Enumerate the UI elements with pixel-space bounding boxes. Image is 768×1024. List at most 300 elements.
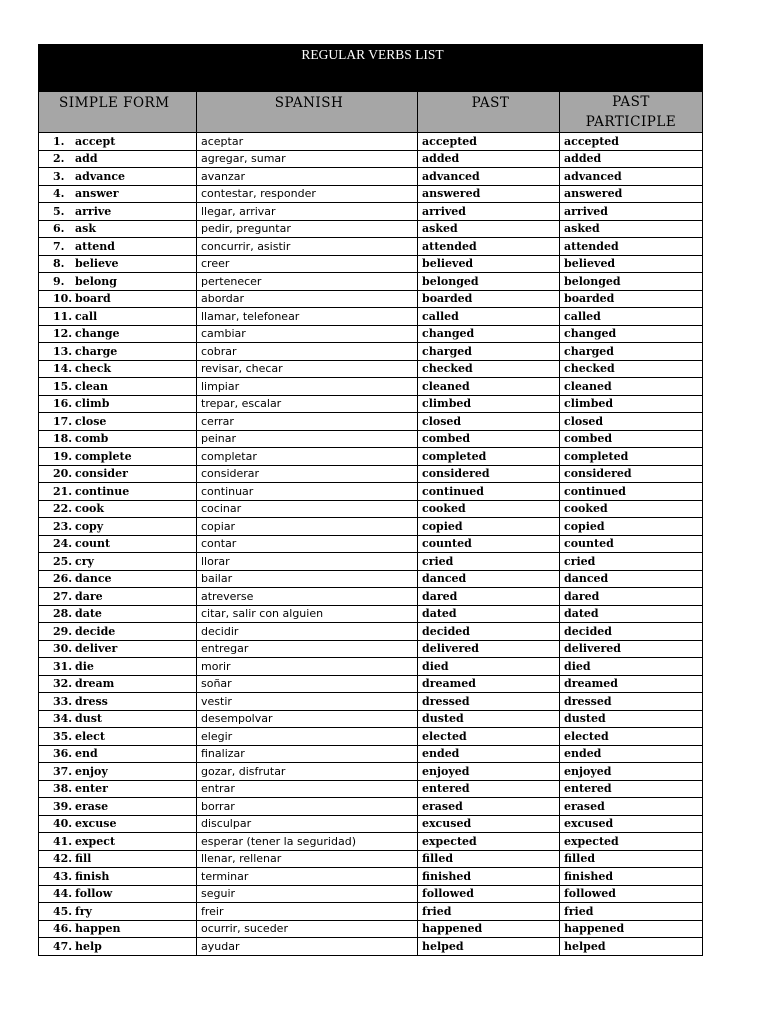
past-cell: helped xyxy=(418,938,560,956)
past-cell: dated xyxy=(418,605,560,623)
past-cell: followed xyxy=(418,885,560,903)
past-cell: climbed xyxy=(418,395,560,413)
table-row xyxy=(39,903,703,921)
table-title: REGULAR VERBS LIST xyxy=(39,45,703,92)
spanish-cell: decidir xyxy=(197,623,418,641)
simple-form-cell xyxy=(39,500,197,518)
past-cell: attended xyxy=(418,238,560,256)
table-row xyxy=(39,273,703,291)
verb-simple: deliver xyxy=(75,642,118,656)
table-row xyxy=(39,833,703,851)
verb-simple: end xyxy=(75,747,98,761)
spanish-cell: morir xyxy=(197,658,418,676)
spanish-cell: entregar xyxy=(197,640,418,658)
verb-simple: elect xyxy=(75,729,105,743)
verb-simple: enjoy xyxy=(75,764,108,778)
past-cell: enjoyed xyxy=(418,763,560,781)
spanish-cell: entrar xyxy=(197,780,418,798)
table-row xyxy=(39,343,703,361)
past-cell: advanced xyxy=(418,168,560,186)
table-row xyxy=(39,430,703,448)
past-participle-cell: excused xyxy=(560,815,703,833)
past-cell: fried xyxy=(418,903,560,921)
table-row xyxy=(39,623,703,641)
row-number: 26. xyxy=(53,572,73,586)
table-row xyxy=(39,465,703,483)
verb-simple: ask xyxy=(75,222,96,236)
verb-simple: accept xyxy=(75,134,116,148)
past-participle-cell: enjoyed xyxy=(560,763,703,781)
row-number: 12. xyxy=(53,327,73,341)
table-row xyxy=(39,185,703,203)
simple-form-cell xyxy=(39,203,197,221)
past-cell: combed xyxy=(418,430,560,448)
past-cell: added xyxy=(418,150,560,168)
spanish-cell: disculpar xyxy=(197,815,418,833)
verb-simple: fry xyxy=(75,904,92,918)
verb-simple: follow xyxy=(75,887,113,901)
table-row xyxy=(39,815,703,833)
spanish-cell: ocurrir, suceder xyxy=(197,920,418,938)
table-row xyxy=(39,483,703,501)
spanish-cell: llenar, rellenar xyxy=(197,850,418,868)
past-participle-cell: elected xyxy=(560,728,703,746)
simple-form-cell xyxy=(39,780,197,798)
row-number: 5. xyxy=(53,204,65,218)
row-number: 10. xyxy=(53,292,73,306)
past-cell: finished xyxy=(418,868,560,886)
spanish-cell: peinar xyxy=(197,430,418,448)
row-number: 18. xyxy=(53,432,73,446)
verb-simple: help xyxy=(75,939,102,953)
past-cell: checked xyxy=(418,360,560,378)
past-participle-cell: believed xyxy=(560,255,703,273)
row-number: 47. xyxy=(53,939,73,953)
simple-form-cell xyxy=(39,518,197,536)
past-cell: entered xyxy=(418,780,560,798)
row-number: 37. xyxy=(53,764,73,778)
row-number: 7. xyxy=(53,239,65,253)
past-participle-cell: dressed xyxy=(560,693,703,711)
table-row xyxy=(39,378,703,396)
past-participle-cell: continued xyxy=(560,483,703,501)
simple-form-cell xyxy=(39,430,197,448)
past-participle-cell: climbed xyxy=(560,395,703,413)
row-number: 27. xyxy=(53,589,73,603)
verb-simple: copy xyxy=(75,519,104,533)
spanish-cell: trepar, escalar xyxy=(197,395,418,413)
past-participle-cell: considered xyxy=(560,465,703,483)
spanish-cell: agregar, sumar xyxy=(197,150,418,168)
table-row xyxy=(39,255,703,273)
past-cell: counted xyxy=(418,535,560,553)
verb-simple: cry xyxy=(75,554,94,568)
verb-simple: dream xyxy=(75,677,115,691)
spanish-cell: borrar xyxy=(197,798,418,816)
header-row xyxy=(39,92,703,133)
verb-simple: decide xyxy=(75,624,116,638)
simple-form-cell xyxy=(39,133,197,151)
past-cell: continued xyxy=(418,483,560,501)
past-cell: boarded xyxy=(418,290,560,308)
row-number: 28. xyxy=(53,607,73,621)
header-past-participle: PAST PARTICIPLE xyxy=(560,92,703,133)
row-number: 23. xyxy=(53,519,73,533)
simple-form-cell xyxy=(39,920,197,938)
table-row xyxy=(39,518,703,536)
spanish-cell: ayudar xyxy=(197,938,418,956)
past-participle-cell: delivered xyxy=(560,640,703,658)
verb-simple: attend xyxy=(75,239,115,253)
verb-simple: belong xyxy=(75,274,117,288)
past-cell: danced xyxy=(418,570,560,588)
table-row xyxy=(39,413,703,431)
row-number: 46. xyxy=(53,922,73,936)
row-number: 3. xyxy=(53,169,65,183)
verb-simple: dress xyxy=(75,694,108,708)
row-number: 1. xyxy=(53,134,65,148)
past-cell: cooked xyxy=(418,500,560,518)
row-number: 42. xyxy=(53,852,73,866)
past-participle-cell: changed xyxy=(560,325,703,343)
past-participle-cell: cleaned xyxy=(560,378,703,396)
row-number: 41. xyxy=(53,834,73,848)
table-row xyxy=(39,203,703,221)
table-row xyxy=(39,220,703,238)
table-row xyxy=(39,745,703,763)
past-cell: belonged xyxy=(418,273,560,291)
verb-simple: count xyxy=(75,537,111,551)
table-row xyxy=(39,395,703,413)
verb-simple: happen xyxy=(75,922,121,936)
row-number: 2. xyxy=(53,152,65,166)
spanish-cell: llorar xyxy=(197,553,418,571)
simple-form-cell xyxy=(39,553,197,571)
simple-form-cell xyxy=(39,675,197,693)
simple-form-cell xyxy=(39,308,197,326)
verb-simple: continue xyxy=(75,484,130,498)
simple-form-cell xyxy=(39,868,197,886)
table-row xyxy=(39,850,703,868)
verb-simple: fill xyxy=(75,852,92,866)
past-cell: delivered xyxy=(418,640,560,658)
verb-simple: add xyxy=(75,152,98,166)
simple-form-cell xyxy=(39,185,197,203)
simple-form-cell xyxy=(39,360,197,378)
row-number: 40. xyxy=(53,817,73,831)
spanish-cell: contar xyxy=(197,535,418,553)
past-participle-cell: called xyxy=(560,308,703,326)
table-row xyxy=(39,640,703,658)
past-participle-cell: checked xyxy=(560,360,703,378)
simple-form-cell xyxy=(39,815,197,833)
past-participle-cell: expected xyxy=(560,833,703,851)
row-number: 21. xyxy=(53,484,73,498)
row-number: 4. xyxy=(53,187,65,201)
row-number: 34. xyxy=(53,712,73,726)
row-number: 6. xyxy=(53,222,65,236)
row-number: 11. xyxy=(53,309,73,323)
table-row xyxy=(39,920,703,938)
simple-form-cell xyxy=(39,290,197,308)
verb-simple: excuse xyxy=(75,817,117,831)
row-number: 39. xyxy=(53,799,73,813)
verb-simple: close xyxy=(75,414,107,428)
simple-form-cell xyxy=(39,938,197,956)
spanish-cell: llegar, arrivar xyxy=(197,203,418,221)
past-cell: dared xyxy=(418,588,560,606)
past-participle-cell: dusted xyxy=(560,710,703,728)
past-participle-cell: cooked xyxy=(560,500,703,518)
simple-form-cell xyxy=(39,658,197,676)
header-past: PAST xyxy=(418,92,560,133)
simple-form-cell xyxy=(39,535,197,553)
spanish-cell: limpiar xyxy=(197,378,418,396)
spanish-cell: freir xyxy=(197,903,418,921)
row-number: 30. xyxy=(53,642,73,656)
past-participle-cell: dreamed xyxy=(560,675,703,693)
table-row xyxy=(39,798,703,816)
past-cell: closed xyxy=(418,413,560,431)
simple-form-cell xyxy=(39,623,197,641)
past-participle-cell: combed xyxy=(560,430,703,448)
verb-simple: arrive xyxy=(75,204,112,218)
verbs-sheet xyxy=(38,44,702,956)
past-participle-cell: copied xyxy=(560,518,703,536)
spanish-cell: finalizar xyxy=(197,745,418,763)
past-cell: copied xyxy=(418,518,560,536)
past-participle-cell: helped xyxy=(560,938,703,956)
verb-simple: dance xyxy=(75,572,112,586)
simple-form-cell xyxy=(39,710,197,728)
past-cell: excused xyxy=(418,815,560,833)
past-participle-cell: belonged xyxy=(560,273,703,291)
spanish-cell: cambiar xyxy=(197,325,418,343)
table-row xyxy=(39,763,703,781)
spanish-cell: elegir xyxy=(197,728,418,746)
verb-simple: erase xyxy=(75,799,109,813)
table-row xyxy=(39,570,703,588)
simple-form-cell xyxy=(39,588,197,606)
verb-simple: answer xyxy=(75,187,119,201)
spanish-cell: atreverse xyxy=(197,588,418,606)
verb-simple: enter xyxy=(75,782,108,796)
past-cell: accepted xyxy=(418,133,560,151)
simple-form-cell xyxy=(39,745,197,763)
verb-simple: change xyxy=(75,327,120,341)
verb-simple: comb xyxy=(75,432,109,446)
past-participle-cell: advanced xyxy=(560,168,703,186)
past-participle-cell: arrived xyxy=(560,203,703,221)
spanish-cell: completar xyxy=(197,448,418,466)
simple-form-cell xyxy=(39,728,197,746)
verb-simple: board xyxy=(75,292,111,306)
past-cell: completed xyxy=(418,448,560,466)
past-cell: filled xyxy=(418,850,560,868)
header-spanish: SPANISH xyxy=(197,92,418,133)
past-participle-cell: asked xyxy=(560,220,703,238)
table-row xyxy=(39,150,703,168)
table-row xyxy=(39,308,703,326)
row-number: 31. xyxy=(53,659,73,673)
verb-simple: call xyxy=(75,309,98,323)
verb-simple: date xyxy=(75,607,102,621)
past-participle-cell: charged xyxy=(560,343,703,361)
past-cell: erased xyxy=(418,798,560,816)
past-participle-cell: decided xyxy=(560,623,703,641)
spanish-cell: citar, salir con alguien xyxy=(197,605,418,623)
past-participle-cell: boarded xyxy=(560,290,703,308)
spanish-cell: llamar, telefonear xyxy=(197,308,418,326)
past-participle-cell: accepted xyxy=(560,133,703,151)
row-number: 33. xyxy=(53,694,73,708)
verb-simple: expect xyxy=(75,834,116,848)
simple-form-cell xyxy=(39,238,197,256)
simple-form-cell xyxy=(39,325,197,343)
row-number: 8. xyxy=(53,257,65,271)
spanish-cell: desempolvar xyxy=(197,710,418,728)
simple-form-cell xyxy=(39,395,197,413)
table-row xyxy=(39,290,703,308)
verb-simple: cook xyxy=(75,502,104,516)
spanish-cell: pertenecer xyxy=(197,273,418,291)
row-number: 32. xyxy=(53,677,73,691)
row-number: 17. xyxy=(53,414,73,428)
simple-form-cell xyxy=(39,168,197,186)
table-row xyxy=(39,693,703,711)
simple-form-cell xyxy=(39,150,197,168)
past-cell: believed xyxy=(418,255,560,273)
verb-simple: climb xyxy=(75,397,110,411)
simple-form-cell xyxy=(39,413,197,431)
header-simple-form: SIMPLE FORM xyxy=(39,92,197,133)
row-number: 36. xyxy=(53,747,73,761)
row-number: 13. xyxy=(53,344,73,358)
table-row xyxy=(39,710,703,728)
table-row xyxy=(39,553,703,571)
past-participle-cell: danced xyxy=(560,570,703,588)
past-participle-cell: filled xyxy=(560,850,703,868)
row-number: 44. xyxy=(53,887,73,901)
past-cell: dusted xyxy=(418,710,560,728)
simple-form-cell xyxy=(39,273,197,291)
past-cell: considered xyxy=(418,465,560,483)
table-row xyxy=(39,675,703,693)
past-cell: dreamed xyxy=(418,675,560,693)
simple-form-cell xyxy=(39,903,197,921)
spanish-cell: pedir, preguntar xyxy=(197,220,418,238)
spanish-cell: revisar, checar xyxy=(197,360,418,378)
past-participle-cell: dared xyxy=(560,588,703,606)
verbs-table-body xyxy=(39,133,703,956)
verb-simple: consider xyxy=(75,467,128,481)
past-participle-cell: followed xyxy=(560,885,703,903)
past-participle-cell: ended xyxy=(560,745,703,763)
row-number: 20. xyxy=(53,467,73,481)
simple-form-cell xyxy=(39,833,197,851)
spanish-cell: concurrir, asistir xyxy=(197,238,418,256)
past-participle-cell: attended xyxy=(560,238,703,256)
past-cell: asked xyxy=(418,220,560,238)
spanish-cell: vestir xyxy=(197,693,418,711)
row-number: 38. xyxy=(53,782,73,796)
past-participle-cell: cried xyxy=(560,553,703,571)
spanish-cell: avanzar xyxy=(197,168,418,186)
past-cell: died xyxy=(418,658,560,676)
verb-simple: believe xyxy=(75,257,119,271)
past-cell: arrived xyxy=(418,203,560,221)
past-cell: dressed xyxy=(418,693,560,711)
spanish-cell: terminar xyxy=(197,868,418,886)
past-cell: expected xyxy=(418,833,560,851)
table-row xyxy=(39,168,703,186)
table-row xyxy=(39,588,703,606)
simple-form-cell xyxy=(39,448,197,466)
simple-form-cell xyxy=(39,640,197,658)
past-participle-cell: answered xyxy=(560,185,703,203)
past-participle-cell: happened xyxy=(560,920,703,938)
verb-simple: dare xyxy=(75,589,103,603)
verbs-table xyxy=(38,44,703,956)
simple-form-cell xyxy=(39,483,197,501)
table-row xyxy=(39,938,703,956)
verb-simple: check xyxy=(75,362,112,376)
past-cell: decided xyxy=(418,623,560,641)
simple-form-cell xyxy=(39,693,197,711)
spanish-cell: cobrar xyxy=(197,343,418,361)
row-number: 9. xyxy=(53,274,65,288)
row-number: 19. xyxy=(53,449,73,463)
past-cell: answered xyxy=(418,185,560,203)
simple-form-cell xyxy=(39,605,197,623)
verb-simple: dust xyxy=(75,712,102,726)
spanish-cell: copiar xyxy=(197,518,418,536)
row-number: 22. xyxy=(53,502,73,516)
spanish-cell: contestar, responder xyxy=(197,185,418,203)
simple-form-cell xyxy=(39,850,197,868)
verb-simple: finish xyxy=(75,869,110,883)
spanish-cell: creer xyxy=(197,255,418,273)
table-row xyxy=(39,535,703,553)
simple-form-cell xyxy=(39,798,197,816)
simple-form-cell xyxy=(39,885,197,903)
verb-simple: advance xyxy=(75,169,126,183)
simple-form-cell xyxy=(39,763,197,781)
table-row xyxy=(39,360,703,378)
row-number: 43. xyxy=(53,869,73,883)
row-number: 14. xyxy=(53,362,73,376)
past-participle-cell: added xyxy=(560,150,703,168)
row-number: 25. xyxy=(53,554,73,568)
spanish-cell: abordar xyxy=(197,290,418,308)
past-cell: ended xyxy=(418,745,560,763)
simple-form-cell xyxy=(39,220,197,238)
spanish-cell: gozar, disfrutar xyxy=(197,763,418,781)
past-cell: called xyxy=(418,308,560,326)
past-participle-cell: closed xyxy=(560,413,703,431)
table-row xyxy=(39,325,703,343)
spanish-cell: soñar xyxy=(197,675,418,693)
verb-simple: charge xyxy=(75,344,118,358)
table-row xyxy=(39,885,703,903)
spanish-cell: cocinar xyxy=(197,500,418,518)
row-number: 35. xyxy=(53,729,73,743)
past-participle-cell: entered xyxy=(560,780,703,798)
past-cell: changed xyxy=(418,325,560,343)
verb-simple: clean xyxy=(75,379,108,393)
spanish-cell: bailar xyxy=(197,570,418,588)
table-row xyxy=(39,500,703,518)
